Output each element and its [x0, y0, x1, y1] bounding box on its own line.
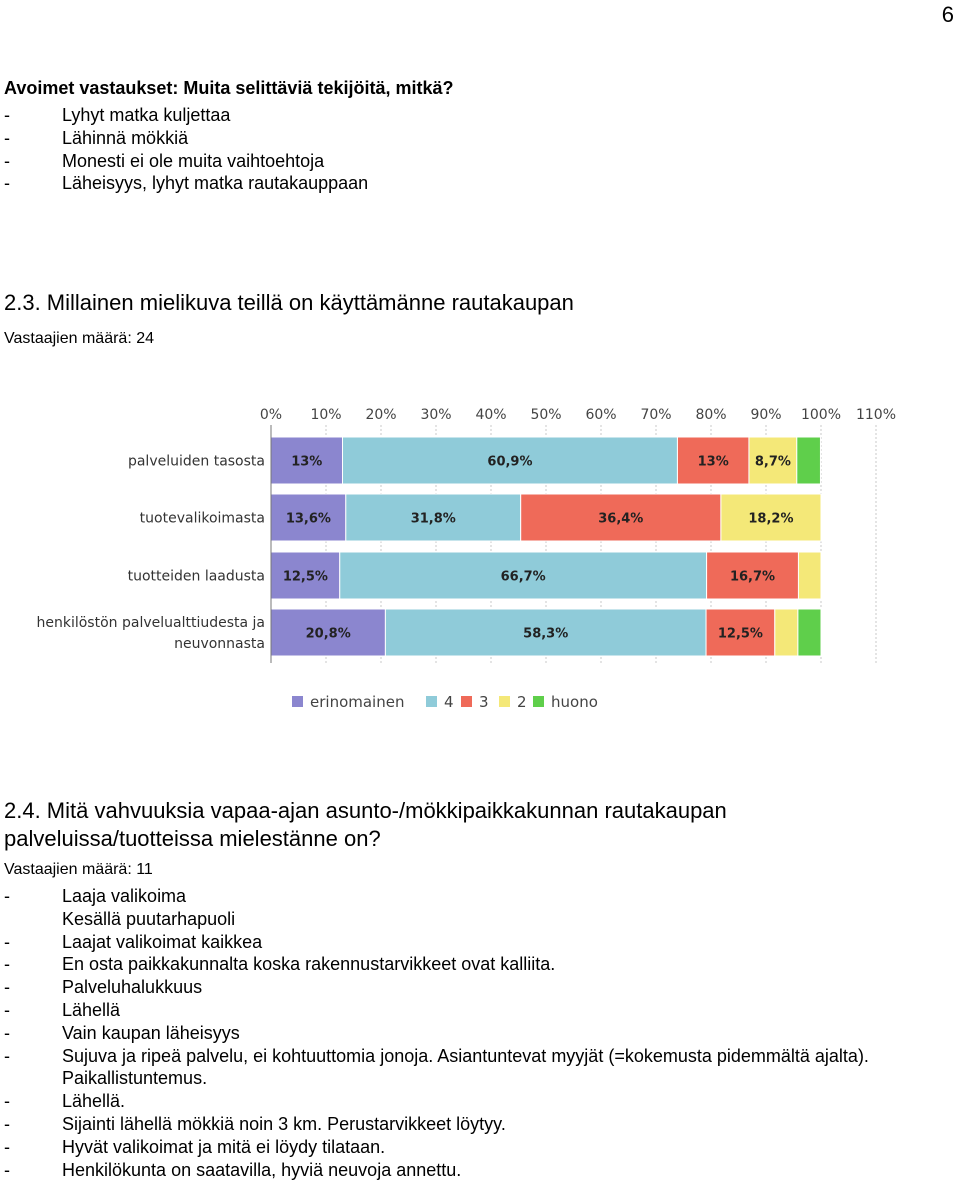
- x-tick-label: 30%: [420, 407, 452, 423]
- list-item: - Henkilökunta on saatavilla, hyviä neuvoja annettu.: [4, 1159, 462, 1180]
- data-label: 16,7%: [729, 569, 776, 585]
- category-label: palveluiden tasosta: [127, 453, 265, 470]
- list-item: - Laajat valikoimat kaikkea: [4, 931, 263, 952]
- x-tick-label: 110%: [855, 407, 897, 423]
- list-item: - Läheisyys, lyhyt matka rautakauppaan: [4, 173, 369, 194]
- data-label: 8,7%: [754, 454, 791, 470]
- list-item-text: Paikallistuntemus.: [62, 1068, 208, 1089]
- bar-segment: [798, 552, 821, 599]
- list-item-text: Vain kaupan läheisyys: [62, 1022, 240, 1043]
- legend-swatch: [292, 696, 303, 707]
- x-tick-label: 40%: [475, 407, 507, 423]
- open-answers-heading: Avoimet vastaukset: Muita selittäviä tekijöitä, mitkä?: [4, 78, 454, 98]
- bar-segment: [797, 437, 821, 484]
- list-item: - Monesti ei ole muita vaihtoehtoja: [4, 150, 325, 171]
- list-item-text: En osta paikkakunnalta koska rakennustarvikkeet ovat kalliita.: [62, 954, 556, 975]
- data-label: 13%: [291, 454, 323, 470]
- respondent-count: Vastaajien määrä: 24: [4, 330, 155, 347]
- strengths-answers-list: [4, 885, 869, 1181]
- list-item-text: Lähinnä mökkiä: [62, 127, 189, 148]
- data-label: 20,8%: [305, 626, 351, 642]
- data-label: 31,8%: [410, 511, 456, 527]
- stacked-bar-chart: [0, 395, 960, 725]
- list-item-text: Laaja valikoima: [62, 886, 187, 906]
- list-item-text: Henkilökunta on saatavilla, hyviä neuvoja annettu.: [62, 1159, 462, 1180]
- question-2-3-heading: 2.3. Millainen mielikuva teillä on käyttämänne rautakaupan: [4, 290, 574, 315]
- x-tick-label: 60%: [585, 407, 617, 423]
- data-label: 36,4%: [598, 511, 644, 527]
- list-item-text: Lähellä.: [62, 1091, 126, 1112]
- category-label: tuotevalikoimasta: [139, 510, 265, 527]
- data-label: 18,2%: [748, 511, 794, 527]
- category-label: henkilöstön palvelualttiudesta ja: [36, 615, 265, 631]
- list-item: - Vain kaupan läheisyys: [4, 1022, 240, 1043]
- legend-label: 3: [479, 693, 489, 711]
- list-item: - Sujuva ja ripeä palvelu, ei kohtuuttomia jonoja. Asiantuntevat myyjät (=kokemusta pidemmältä ajalta).: [4, 1045, 869, 1066]
- x-tick-label: 0%: [259, 407, 283, 423]
- list-item-text: Monesti ei ole muita vaihtoehtoja: [62, 150, 325, 171]
- respondent-count: Vastaajien määrä: 11: [4, 861, 153, 878]
- data-label: 13,6%: [285, 511, 331, 527]
- list-item: [4, 1067, 869, 1090]
- data-label: 66,7%: [500, 569, 546, 585]
- list-item-text: Kesällä puutarhapuoli: [62, 908, 236, 929]
- list-item: - Lähinnä mökkiä: [4, 127, 189, 148]
- list-item-text: Sijainti lähellä mökkiä noin 3 km. Perustarvikkeet löytyy.: [62, 1113, 506, 1134]
- x-tick-label: 100%: [800, 407, 842, 423]
- list-item: - Palveluhalukkuus: [4, 977, 203, 998]
- x-tick-label: 10%: [310, 407, 342, 423]
- question-2-4-heading-line-2: palveluissa/tuotteissa mielestänne on?: [4, 826, 381, 851]
- list-item-text: Sujuva ja ripeä palvelu, ei kohtuuttomia jonoja. Asiantuntevat myyjät (=kokemusta pidemmältä ajalta).: [62, 1045, 869, 1066]
- x-tick-label: 90%: [750, 407, 782, 423]
- list-item: - Hyvät valikoimat ja mitä ei löydy tilataan.: [4, 1136, 386, 1157]
- list-item: - Lyhyt matka kuljettaa: [4, 105, 231, 125]
- open-answers-list: [4, 104, 368, 195]
- page-number: 6: [941, 2, 954, 27]
- category-label: tuotteiden laadusta: [127, 568, 265, 585]
- data-label: 60,9%: [487, 454, 533, 470]
- x-tick-label: 50%: [530, 407, 562, 423]
- list-item: - Lähellä.: [4, 1091, 126, 1112]
- legend-label: erinomainen: [310, 693, 405, 711]
- data-label: 58,3%: [523, 626, 569, 642]
- legend-label: 2: [517, 693, 527, 711]
- category-label: neuvonnasta: [174, 636, 265, 652]
- legend-swatch: [533, 696, 544, 707]
- question-2-4-heading-line-1: 2.4. Mitä vahvuuksia vapaa-ajan asunto-/mökkipaikkakunnan rautakaupan: [4, 798, 727, 823]
- list-item-text: Palveluhalukkuus: [62, 977, 203, 998]
- list-item: - Laaja valikoima: [4, 886, 187, 906]
- x-tick-label: 80%: [695, 407, 727, 423]
- x-tick-label: 20%: [365, 407, 397, 423]
- list-item-text: Läheisyys, lyhyt matka rautakauppaan: [62, 173, 369, 194]
- legend-label: 4: [444, 693, 454, 711]
- list-item: - Sijainti lähellä mökkiä noin 3 km. Perustarvikkeet löytyy.: [4, 1113, 506, 1134]
- list-item-text: Laajat valikoimat kaikkea: [62, 931, 263, 952]
- legend-swatch: [461, 696, 472, 707]
- question-2-4-heading: [4, 797, 727, 853]
- list-item-text: Lyhyt matka kuljettaa: [62, 105, 231, 125]
- bar-segment: [798, 609, 821, 656]
- legend-swatch: [426, 696, 437, 707]
- data-label: 12,5%: [717, 626, 763, 642]
- legend-label: huono: [551, 693, 598, 711]
- list-item: - Lähellä: [4, 999, 121, 1020]
- list-item: - En osta paikkakunnalta koska rakennustarvikkeet ovat kalliita.: [4, 954, 556, 975]
- bar-segment: [775, 609, 798, 656]
- list-item: [4, 908, 869, 931]
- legend-swatch: [499, 696, 510, 707]
- data-label: 12,5%: [282, 569, 328, 585]
- data-label: 13%: [697, 454, 729, 470]
- list-item-text: Hyvät valikoimat ja mitä ei löydy tilataan.: [62, 1136, 386, 1157]
- x-tick-label: 70%: [640, 407, 672, 423]
- list-item-text: Lähellä: [62, 999, 121, 1020]
